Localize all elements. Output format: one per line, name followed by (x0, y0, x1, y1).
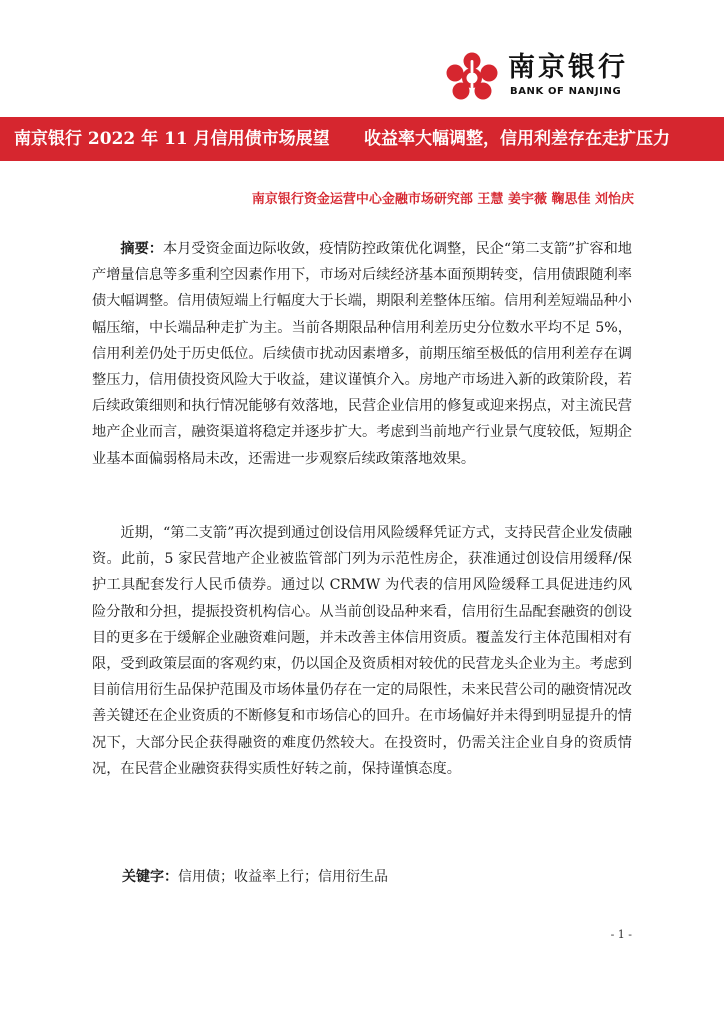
body-paragraph: 近期，“第二支箭”再次提到通过创设信用风险缓释凭证方式，支持民营企业发债融资。此前，5 家民营地产企业被监管部门列为示范性房企，获准通过创设信用缓释/保护工具配套发行人民币债券。通过以 CRMW 为代表的信用风险缓释工具促进违约风险分散和分担，提振投资机构信心。从当前创设品种来看，信用衍生品配套融资的创设目的更多在于缓解企业融资难问题，并未改善主体信用资质。覆盖发行主体范围相对有限，受到政策层面的客观约束，仍以国企及资质相对较优的民营龙头企业为主。考虑到目前信用衍生品保护范围及市场体量仍存在一定的局限性，未来民营公司的融资情况改善关键还在企业资质的不断修复和市场信心的回升。在市场偏好并未得到明显提升的情况下，大部分民企获得融资的难度仍然较大。在投资时，仍需关注企业自身的资质情况，在民营企业融资获得实质性好转之前，保持谨慎态度。 (92, 525, 632, 777)
bank-logo (444, 50, 644, 106)
page-number: - 1 - (610, 928, 632, 941)
bank-logo-mark-icon (444, 52, 500, 102)
keywords-label: 关键字： (122, 869, 178, 885)
abstract-paragraph (92, 236, 632, 472)
bank-logo-chinese-name: 南京银行 (508, 52, 628, 83)
bank-logo-english-name: BANK OF NANJING (510, 86, 622, 97)
report-title-main: 南京银行 2022 年 11 月信用债市场展望 (14, 129, 330, 149)
authors-line: 南京银行资金运营中心金融市场研究部 王慧 姜宇薇 鞠思佳 刘怡庆 (251, 192, 634, 207)
report-title-bar (0, 117, 724, 161)
abstract-text: 本月受资金面边际收敛，疫情防控政策优化调整，民企“第二支箭”扩容和地产增量信息等多重利空因素作用下，市场对后续经济基本面预期转变，信用债跟随利率债大幅调整。信用债短端上行幅度大于长端，期限利差整体压缩。信用利差短端品种小幅压缩，中长端品种走扩为主。当前各期限品种信用利差历史分位数水平均不足 5%，信用利差仍处于历史低位。后续债市扰动因素增多，前期压缩至极低的信用利差存在调整压力，信用债投资风险大于收益，建议谨慎介入。房地产市场进入新的政策阶段，若后续政策细则和执行情况能够有效落地，民营企业信用的修复或迎来拐点，对主流民营地产企业而言，融资渠道将稳定并逐步扩大。考虑到当前地产行业景气度较低，短期企业基本面偏弱格局未改，还需进一步观察后续政策落地效果。 (92, 241, 632, 467)
abstract-label: 摘要： (120, 241, 163, 257)
report-title-subtitle: 收益率大幅调整，信用利差存在走扩压力 (364, 129, 670, 149)
keywords-text: 信用债；收益率上行；信用衍生品 (178, 869, 388, 885)
keywords-line (122, 866, 388, 886)
